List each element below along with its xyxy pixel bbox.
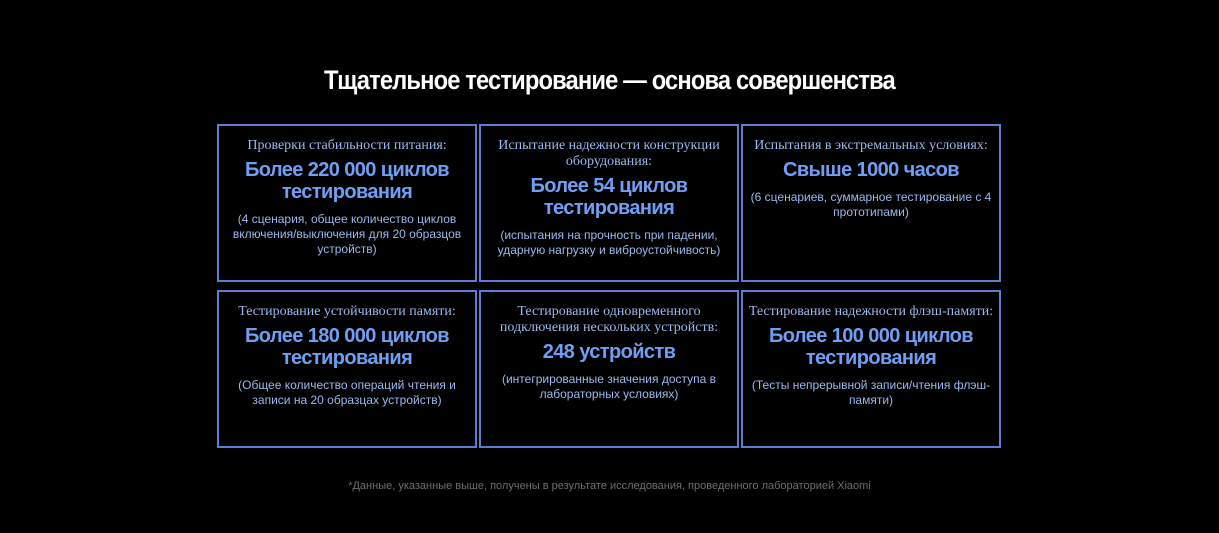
stat-card-value: Более 100 000 циклов тестирования bbox=[769, 325, 973, 369]
stat-card-note: (4 сценария, общее количество циклов включения/выключения для 20 образцов устройств) bbox=[232, 212, 462, 256]
page-title: Тщательное тестирование — основа совершенства bbox=[323, 65, 895, 95]
stat-card-multi-device bbox=[479, 290, 739, 448]
stat-card-power-stability bbox=[217, 124, 477, 282]
stat-card-note: (интегрированные значения доступа в лабораторных условиях) bbox=[501, 372, 717, 401]
stat-card-note: (испытания на прочность при падении, ударную нагрузку и виброустойчивость) bbox=[497, 228, 721, 257]
stat-card-note: (Общее количество операций чтения и записи на 20 образцах устройств) bbox=[238, 378, 456, 407]
stat-card-memory-endurance bbox=[217, 290, 477, 448]
footnote: *Данные, указанные выше, получены в результате исследования, проведенного лабораторией Xiaomi bbox=[348, 480, 871, 492]
test-stats-grid bbox=[217, 124, 1003, 448]
stat-card-value: Свыше 1000 часов bbox=[783, 159, 959, 181]
stat-card-flash-reliability bbox=[741, 290, 1001, 448]
stat-card-note: (Тесты непрерывной записи/чтения флэш-памяти) bbox=[751, 378, 991, 407]
stat-card-note: (6 сценариев, суммарное тестирование с 4 прототипами) bbox=[750, 190, 992, 219]
stat-card-label: Тестирование одновременного подключения нескольких устройств: bbox=[499, 304, 719, 335]
stat-card-label: Тестирование надежности флэш-памяти: bbox=[748, 304, 994, 319]
stat-card-label: Испытания в экстремальных условиях: bbox=[754, 138, 988, 153]
stat-card-value: 248 устройств bbox=[542, 341, 676, 363]
stat-card-structural-reliability bbox=[479, 124, 739, 282]
stat-card-extreme-conditions bbox=[741, 124, 1001, 282]
stat-card-value: Более 180 000 циклов тестирования bbox=[245, 325, 449, 369]
stat-card-value: Более 220 000 циклов тестирования bbox=[245, 159, 449, 203]
stat-card-value: Более 54 циклов тестирования bbox=[530, 175, 688, 219]
stat-card-label: Тестирование устойчивости памяти: bbox=[238, 304, 456, 319]
stat-card-label: Проверки стабильности питания: bbox=[247, 138, 447, 153]
stat-card-label: Испытание надежности конструкции оборудования: bbox=[498, 138, 720, 169]
